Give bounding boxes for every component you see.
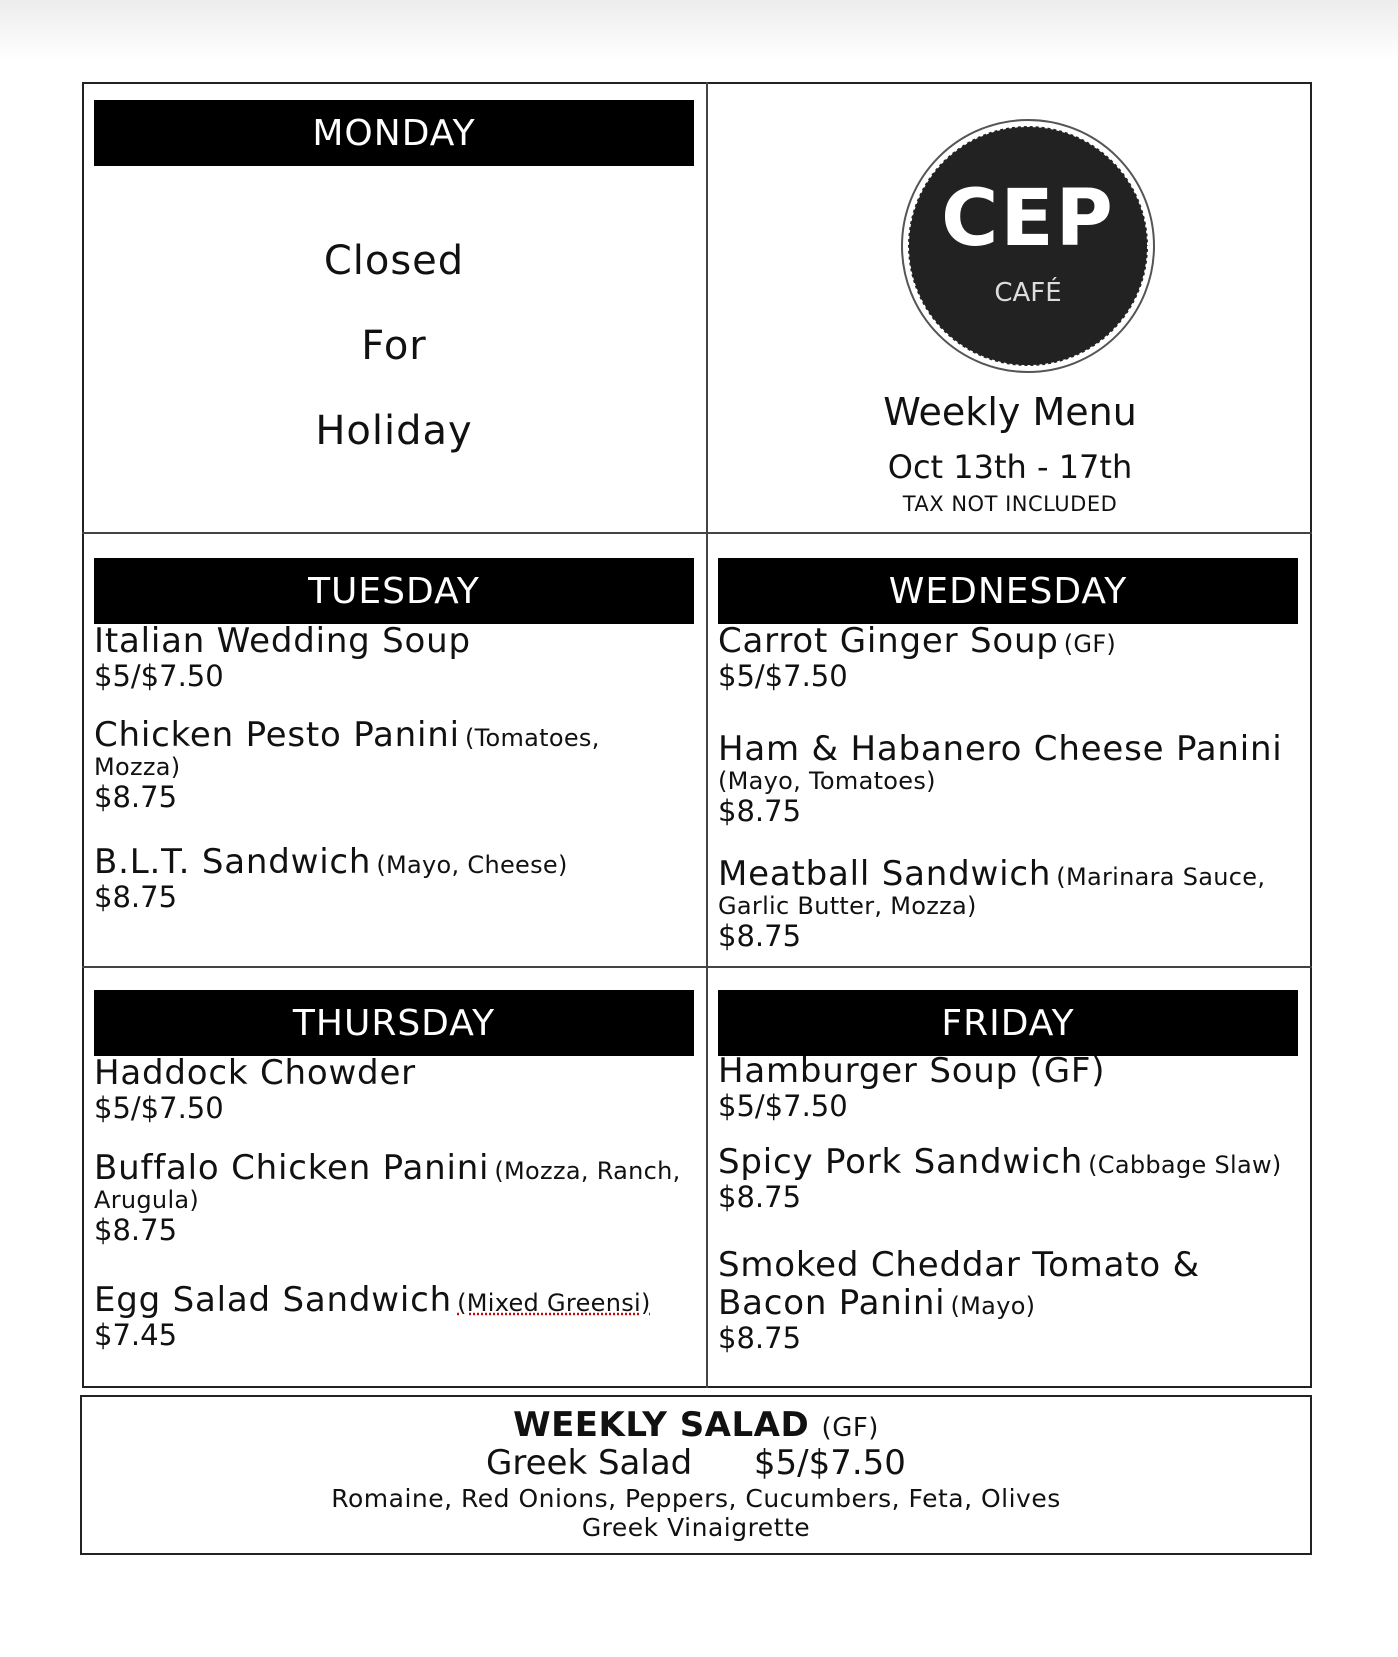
item-note: (Marinara Sauce, Garlic Butter, Mozza) [718, 863, 1266, 921]
closed-line-1: Closed [323, 238, 465, 284]
item-name: Meatball Sandwich [718, 854, 1052, 894]
friday-header: FRIDAY [718, 990, 1298, 1056]
menu-item [718, 1246, 1308, 1355]
item-price: $8.75 [94, 779, 178, 814]
menu-item [94, 843, 694, 914]
item-price: $5/$7.50 [718, 1089, 848, 1124]
closed-line-3: Holiday [315, 408, 473, 454]
item-price: $5/$7.50 [94, 1091, 224, 1126]
item-name: Ham & Habanero Cheese Panini [718, 729, 1283, 769]
thursday-header: THURSDAY [94, 990, 694, 1056]
item-note: (GF) [1063, 630, 1117, 658]
item-name: Italian Wedding Soup [94, 621, 471, 661]
menu-dates: Oct 13th - 17th [887, 448, 1133, 486]
top-shadow [0, 0, 1398, 60]
item-note: (Cabbage Slaw) [1088, 1151, 1282, 1179]
item-name: Chicken Pesto Panini [94, 715, 460, 755]
item-name: Spicy Pork Sandwich [718, 1142, 1084, 1182]
menu-item [94, 1149, 694, 1246]
menu-item [94, 716, 694, 813]
monday-header: MONDAY [94, 100, 694, 166]
item-note: (Tomatoes, Mozza) [94, 724, 600, 782]
item-price: $7.45 [94, 1318, 178, 1353]
item-note: (Mixed Greensi) [457, 1289, 651, 1317]
item-price: $5/$7.50 [94, 659, 224, 694]
item-name: Smoked Cheddar Tomato & Bacon Panini [718, 1245, 1200, 1324]
item-note: (Mozza, Ranch, Arugula) [94, 1157, 681, 1215]
tuesday-header: TUESDAY [94, 558, 694, 624]
menu-item [94, 622, 694, 693]
item-name: Egg Salad Sandwich [94, 1280, 452, 1320]
item-price: $8.75 [94, 1212, 178, 1247]
salad-price: $5/$7.50 [753, 1443, 906, 1483]
item-name: Buffalo Chicken Panini [94, 1148, 490, 1188]
logo-sub-text: CAFÉ [994, 278, 1062, 308]
salad-name: Greek Salad [486, 1443, 693, 1483]
closed-line-2: For [361, 323, 427, 369]
item-note: (Mayo, Cheese) [376, 851, 568, 879]
salad-heading-text: WEEKLY SALAD [513, 1405, 810, 1445]
tax-note: TAX NOT INCLUDED [902, 492, 1118, 516]
salad-dressing: Greek Vinaigrette [581, 1513, 811, 1542]
item-note: (Mayo, Tomatoes) [718, 767, 936, 796]
menu-item [718, 730, 1308, 827]
grid-divider-row-1 [82, 532, 1312, 534]
item-price: $8.75 [718, 918, 802, 953]
grid-divider-row-2 [82, 966, 1312, 968]
item-name: Carrot Ginger Soup [718, 621, 1059, 661]
item-name: B.L.T. Sandwich [94, 842, 372, 882]
grid-divider-vertical [706, 82, 708, 1388]
menu-item [718, 1052, 1308, 1123]
wednesday-header: WEDNESDAY [718, 558, 1298, 624]
menu-item [718, 855, 1308, 952]
menu-item [718, 622, 1308, 693]
salad-gf-tag: (GF) [821, 1413, 879, 1443]
item-price: $8.75 [718, 793, 802, 828]
menu-item [94, 1054, 694, 1125]
weekly-salad-heading [80, 1405, 1312, 1445]
logo-brand-text: CEP [941, 174, 1115, 264]
item-price: $8.75 [94, 880, 178, 915]
menu-item [718, 1143, 1308, 1214]
item-price: $5/$7.50 [718, 659, 848, 694]
salad-ingredients: Romaine, Red Onions, Peppers, Cucumbers, Feta, Olives [331, 1484, 1061, 1513]
item-note: (Mayo) [950, 1292, 1036, 1321]
item-price: $8.75 [718, 1180, 802, 1215]
item-name: Haddock Chowder [94, 1053, 416, 1093]
item-price: $8.75 [718, 1321, 802, 1356]
salad-title-line [80, 1443, 1312, 1483]
menu-item [94, 1281, 694, 1352]
item-name: Hamburger Soup (GF) [718, 1051, 1106, 1091]
menu-title: Weekly Menu [883, 390, 1137, 434]
